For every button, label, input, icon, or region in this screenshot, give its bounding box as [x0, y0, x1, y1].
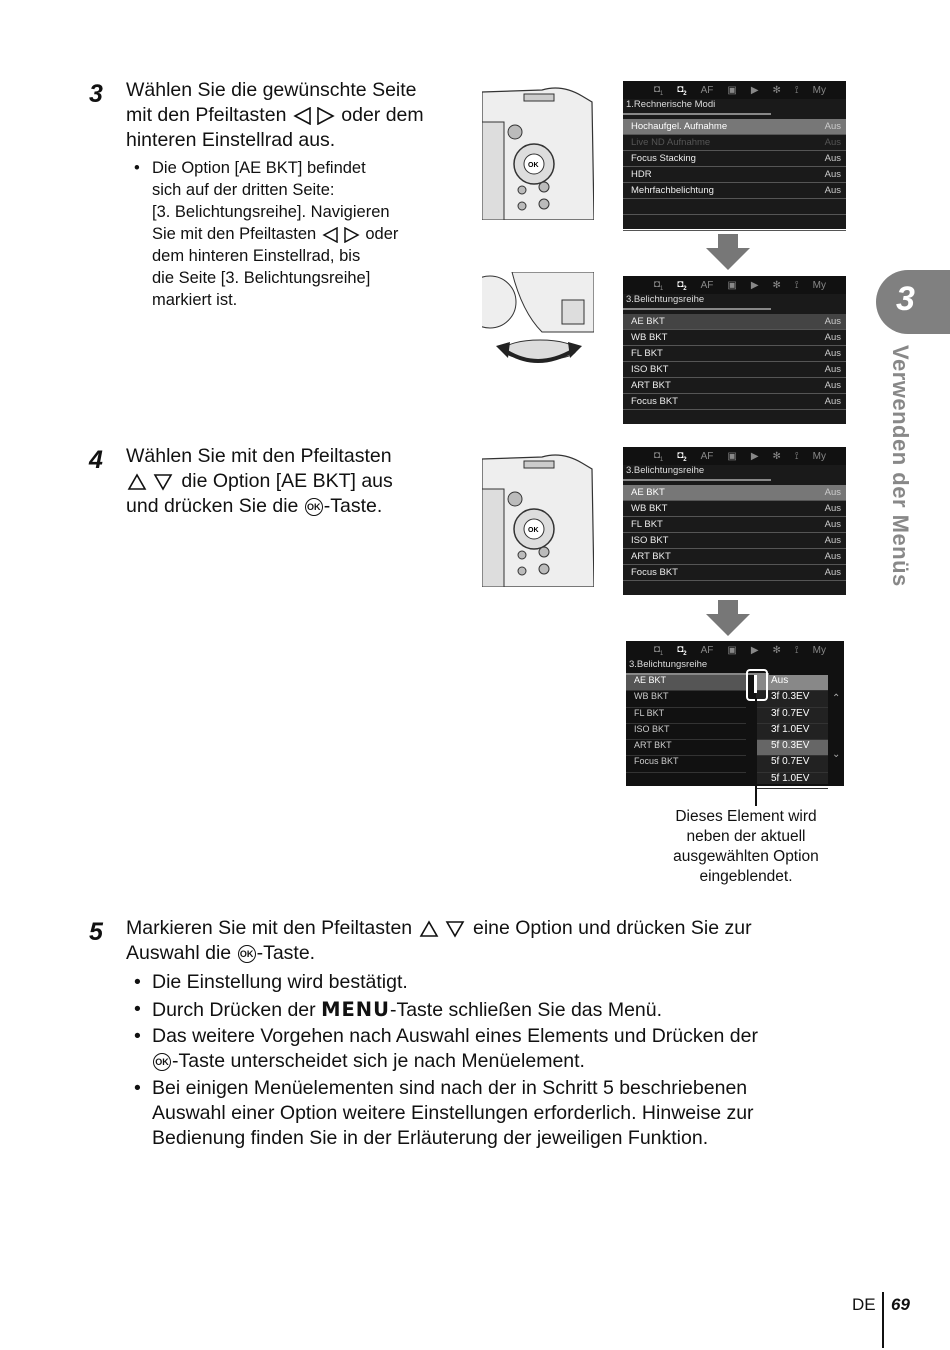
step-5-line-1b: eine Option und drücken Sie zur	[472, 917, 752, 939]
bullet-text: Bedienung finden Sie in der Erläuterung der jeweiligen Funktion.	[152, 1127, 709, 1149]
svg-text:OK: OK	[528, 162, 539, 169]
menu-row[interactable]	[623, 119, 846, 135]
callout-line-text: eingeblendet.	[699, 868, 793, 885]
ok-button-icon: OK	[153, 1053, 171, 1071]
camera-1-tab-icon[interactable]: $◘_1$	[653, 278, 664, 292]
step-5-bullets	[134, 970, 834, 1151]
menu-tab-bar	[623, 81, 846, 99]
bullet-dot: •	[134, 159, 140, 177]
menu-row-label: ISO BKT	[631, 364, 669, 375]
menu-row[interactable]	[623, 517, 846, 533]
custom-tab-icon[interactable]: ✻	[772, 279, 781, 291]
step-3-text	[126, 78, 466, 153]
option-item[interactable]: 3f 1.0EV	[756, 724, 828, 740]
camera-1-tab-icon[interactable]: $◘_1$	[653, 83, 664, 97]
step-4-line-3	[126, 494, 456, 519]
video-tab-icon[interactable]: ▣	[727, 450, 737, 462]
left-right-arrows-icon	[292, 107, 336, 125]
step-5-line-1	[126, 916, 846, 941]
step-3-line-2a: mit den Pfeiltasten	[126, 104, 287, 126]
option-item[interactable]: Aus	[756, 675, 828, 691]
playback-tab-icon[interactable]: ▶	[750, 450, 759, 462]
bullet-text: Bei einigen Menüelementen sind nach der in Schritt 5 beschriebenen	[152, 1077, 748, 1099]
menu-page-title: 1.Rechnerische Modi	[623, 99, 771, 115]
video-tab-icon[interactable]: ▣	[727, 84, 737, 96]
indicator-bar	[754, 675, 757, 693]
my-menu-tab[interactable]: My	[812, 644, 826, 656]
my-menu-tab[interactable]: My	[812, 279, 826, 291]
menu-row[interactable]	[623, 501, 846, 517]
menu-row-value: Aus	[824, 535, 841, 546]
footer-divider	[882, 1292, 884, 1348]
option-item[interactable]: 5f 0.7EV	[756, 756, 828, 772]
menu-row-value: Aus	[824, 316, 841, 327]
menu-row[interactable]	[623, 330, 846, 346]
af-tab[interactable]: AF	[700, 279, 714, 291]
menu-row-empty	[623, 199, 846, 215]
menu-row-label: ISO BKT	[631, 535, 669, 546]
menu-row-value: Aus	[824, 348, 841, 359]
menu-row-value: Aus	[824, 519, 841, 530]
selection-indicator	[746, 669, 768, 701]
menu-row[interactable]: Focus BKT	[626, 756, 746, 772]
menu-row-label: AE BKT	[631, 487, 665, 498]
bullet-text	[152, 1049, 834, 1074]
bullet-text: -Taste schließen Sie das Menü.	[389, 999, 663, 1021]
menu-row[interactable]	[623, 183, 846, 199]
bullet-item	[134, 1024, 834, 1074]
callout-line-text: neben der aktuell	[686, 828, 806, 845]
down-arrow-icon	[706, 234, 750, 270]
menu-row-value: Aus	[824, 503, 841, 514]
menu-row[interactable]: ISO BKT	[626, 724, 746, 740]
menu-row-label: Focus BKT	[631, 567, 678, 578]
my-menu-tab[interactable]: My	[812, 84, 826, 96]
step-3-sub-line: markiert ist.	[152, 291, 238, 309]
custom-tab-icon[interactable]: ✻	[772, 644, 781, 656]
step-4-line-2	[126, 469, 456, 494]
menu-row[interactable]	[623, 135, 846, 151]
step-5-line-2b: -Taste.	[256, 942, 316, 964]
step-4-text	[126, 444, 456, 519]
step-3-sub-line: [3. Belichtungsreihe]. Navigieren	[152, 203, 390, 221]
step-3-bullet	[134, 157, 454, 311]
menu-row[interactable]: WB BKT	[626, 691, 746, 707]
step-3-line-3: hinteren Einstellrad aus.	[126, 129, 336, 151]
menu-tab-bar	[623, 276, 846, 294]
menu-page-title: 3.Belichtungsreihe	[623, 465, 771, 481]
footer-language: DE	[852, 1295, 876, 1314]
video-tab-icon[interactable]: ▣	[727, 644, 737, 656]
my-menu-tab[interactable]: My	[812, 450, 826, 462]
step-3-sub-line-b: oder	[365, 225, 399, 243]
camera-back-illustration	[482, 82, 594, 220]
chapter-number: 3	[896, 280, 915, 318]
step-4-line-2-text: die Option [AE BKT] aus	[181, 470, 393, 492]
setup-tab-icon[interactable]: ⟟	[794, 450, 799, 462]
menu-row[interactable]	[623, 151, 846, 167]
option-item[interactable]: 3f 0.7EV	[756, 708, 828, 724]
bullet-dot: •	[134, 998, 141, 1020]
camera-2-tab-icon[interactable]: $◘_2$	[677, 278, 687, 292]
menu-row[interactable]: FL BKT	[626, 708, 746, 724]
up-down-arrows-icon	[126, 473, 176, 491]
menu-list	[626, 675, 746, 773]
menu-row-label: WB BKT	[631, 332, 668, 343]
option-item[interactable]: 3f 0.3EV	[756, 691, 828, 707]
bullet-item	[134, 970, 834, 997]
playback-tab-icon[interactable]: ▶	[750, 84, 759, 96]
setup-tab-icon[interactable]: ⟟	[794, 279, 799, 291]
scroll-down-icon[interactable]: ⌄	[832, 749, 841, 760]
menu-row[interactable]	[623, 314, 846, 330]
svg-text:OK: OK	[528, 527, 539, 534]
menu-row-value: Aus	[824, 137, 841, 148]
af-tab[interactable]: AF	[700, 450, 714, 462]
step-3-sub-line	[152, 223, 454, 245]
bullet-item	[134, 1076, 834, 1151]
menu-row-label: Mehrfachbelichtung	[631, 185, 714, 196]
menu-screen-page-3	[623, 276, 846, 424]
setup-tab-icon[interactable]: ⟟	[794, 84, 799, 96]
bullet-dot: •	[134, 1025, 141, 1047]
menu-row-label: FL BKT	[631, 348, 663, 359]
rear-dial-illustration	[482, 272, 594, 372]
bullet-text: Auswahl einer Option weitere Einstellungen erforderlich. Hinweise zur	[152, 1102, 754, 1124]
menu-row[interactable]	[623, 394, 846, 410]
option-item[interactable]: 5f 1.0EV	[756, 773, 828, 789]
step-3-sub-line: Die Option [AE BKT] befindet	[152, 159, 366, 177]
menu-row-value: Aus	[824, 396, 841, 407]
menu-row-label: Focus BKT	[631, 396, 678, 407]
menu-row-value: Aus	[824, 185, 841, 196]
menu-row-empty	[623, 215, 846, 231]
menu-row[interactable]	[623, 362, 846, 378]
menu-row-label: ART BKT	[631, 380, 671, 391]
menu-screen-options-popup	[626, 641, 844, 786]
menu-row-value: Aus	[824, 567, 841, 578]
menu-row[interactable]: ART BKT	[626, 740, 746, 756]
step-number-5: 5	[89, 918, 103, 946]
step-3-line-2b: oder dem	[341, 104, 424, 126]
chapter-title: Verwenden der Menüs	[888, 345, 913, 587]
menu-tab-bar	[626, 641, 844, 659]
step-3-line-1: Wählen Sie die gewünschte Seite	[126, 79, 417, 101]
menu-row-value: Aus	[824, 332, 841, 343]
menu-row[interactable]	[623, 346, 846, 362]
step-4-line-3b: -Taste.	[323, 495, 383, 517]
menu-row[interactable]: AE BKT	[626, 675, 746, 691]
up-down-arrows-icon	[418, 920, 468, 938]
callout-text	[646, 807, 846, 887]
bullet-dot: •	[134, 1077, 141, 1099]
bullet-text: Die Einstellung wird bestätigt.	[152, 971, 408, 993]
menu-row-label: ART BKT	[631, 551, 671, 562]
menu-row-label: FL BKT	[631, 519, 663, 530]
setup-tab-icon[interactable]: ⟟	[794, 644, 799, 656]
menu-row-value: Aus	[824, 487, 841, 498]
menu-row[interactable]	[623, 485, 846, 501]
camera-1-tab-icon[interactable]: $◘_1$	[653, 449, 664, 463]
menu-row-value: Aus	[824, 169, 841, 180]
step-5-line-2a: Auswahl die	[126, 942, 232, 964]
bullet-text-b: -Taste unterscheidet sich je nach Menüelement.	[172, 1050, 585, 1072]
bullet-dot: •	[134, 971, 141, 993]
menu-row[interactable]	[623, 533, 846, 549]
menu-row-label: WB BKT	[631, 503, 668, 514]
callout-line	[755, 698, 757, 806]
ok-button-icon: OK	[305, 498, 323, 516]
bullet-text: Das weitere Vorgehen nach Auswahl eines Elements und Drücken der	[152, 1025, 758, 1047]
menu-row-value: Aus	[824, 551, 841, 562]
bullet-text: Durch Drücken der	[152, 999, 316, 1021]
step-number-3: 3	[89, 80, 103, 108]
step-3-line-2	[126, 103, 466, 128]
menu-row-value: Aus	[824, 121, 841, 132]
page-number: 69	[891, 1295, 910, 1314]
callout-line-text: ausgewählten Option	[673, 848, 819, 865]
ok-button-icon: OK	[238, 945, 256, 963]
menu-page-title: 3.Belichtungsreihe	[626, 659, 769, 675]
af-tab[interactable]: AF	[700, 644, 714, 656]
menu-screen-page-1	[623, 81, 846, 229]
menu-screen-ae-bkt-selected	[623, 447, 846, 595]
af-tab[interactable]: AF	[700, 84, 714, 96]
bullet-item	[134, 997, 834, 1024]
menu-row[interactable]	[623, 167, 846, 183]
step-3-sub-line: die Seite [3. Belichtungsreihe]	[152, 269, 371, 287]
menu-row-value: Aus	[824, 364, 841, 375]
video-tab-icon[interactable]: ▣	[727, 279, 737, 291]
down-arrow-icon	[706, 600, 750, 636]
menu-row-label: Hochaufgel. Aufnahme	[631, 121, 728, 132]
menu-row-label: HDR	[631, 169, 652, 180]
menu-tab-bar	[623, 447, 846, 465]
step-5-line-2	[126, 941, 846, 966]
left-right-arrows-icon	[321, 227, 361, 243]
camera-1-tab-icon[interactable]: $◘_1$	[653, 643, 664, 657]
menu-row-value: Aus	[824, 380, 841, 391]
menu-row-label: Focus Stacking	[631, 153, 696, 164]
step-3-sub-line: dem hinteren Einstellrad, bis	[152, 247, 361, 265]
option-item[interactable]: 5f 0.3EV	[756, 740, 828, 756]
step-3-sub-line-a: Sie mit den Pfeiltasten	[152, 225, 317, 243]
callout-line-text: Dieses Element wird	[675, 808, 817, 825]
step-number-4: 4	[89, 446, 103, 474]
camera-2-tab-icon[interactable]: $◘_2$	[677, 449, 687, 463]
menu-page-title: 3.Belichtungsreihe	[623, 294, 771, 310]
custom-tab-icon[interactable]: ✻	[772, 450, 781, 462]
step-4-line-1: Wählen Sie mit den Pfeiltasten	[126, 445, 392, 467]
menu-row-label: AE BKT	[631, 316, 665, 327]
step-5-text	[126, 916, 846, 966]
custom-tab-icon[interactable]: ✻	[772, 84, 781, 96]
step-3-sub-line: sich auf der dritten Seite:	[152, 181, 335, 199]
menu-row-value: Aus	[824, 153, 841, 164]
camera-2-tab-icon[interactable]: $◘_2$	[677, 643, 687, 657]
step-5-line-1a: Markieren Sie mit den Pfeiltasten	[126, 917, 413, 939]
playback-tab-icon[interactable]: ▶	[750, 644, 759, 656]
playback-tab-icon[interactable]: ▶	[750, 279, 759, 291]
camera-2-tab-icon[interactable]: $◘_2$	[677, 83, 687, 97]
menu-row-label: Live ND Aufnahme	[631, 137, 711, 148]
step-4-line-3a: und drücken Sie die	[126, 495, 299, 517]
menu-row[interactable]	[623, 378, 846, 394]
menu-row[interactable]	[623, 565, 846, 581]
menu-button-label: MENU	[321, 998, 390, 1021]
menu-row[interactable]	[623, 549, 846, 565]
camera-back-illustration	[482, 449, 594, 587]
scroll-up-icon[interactable]: ⌃	[832, 693, 841, 704]
